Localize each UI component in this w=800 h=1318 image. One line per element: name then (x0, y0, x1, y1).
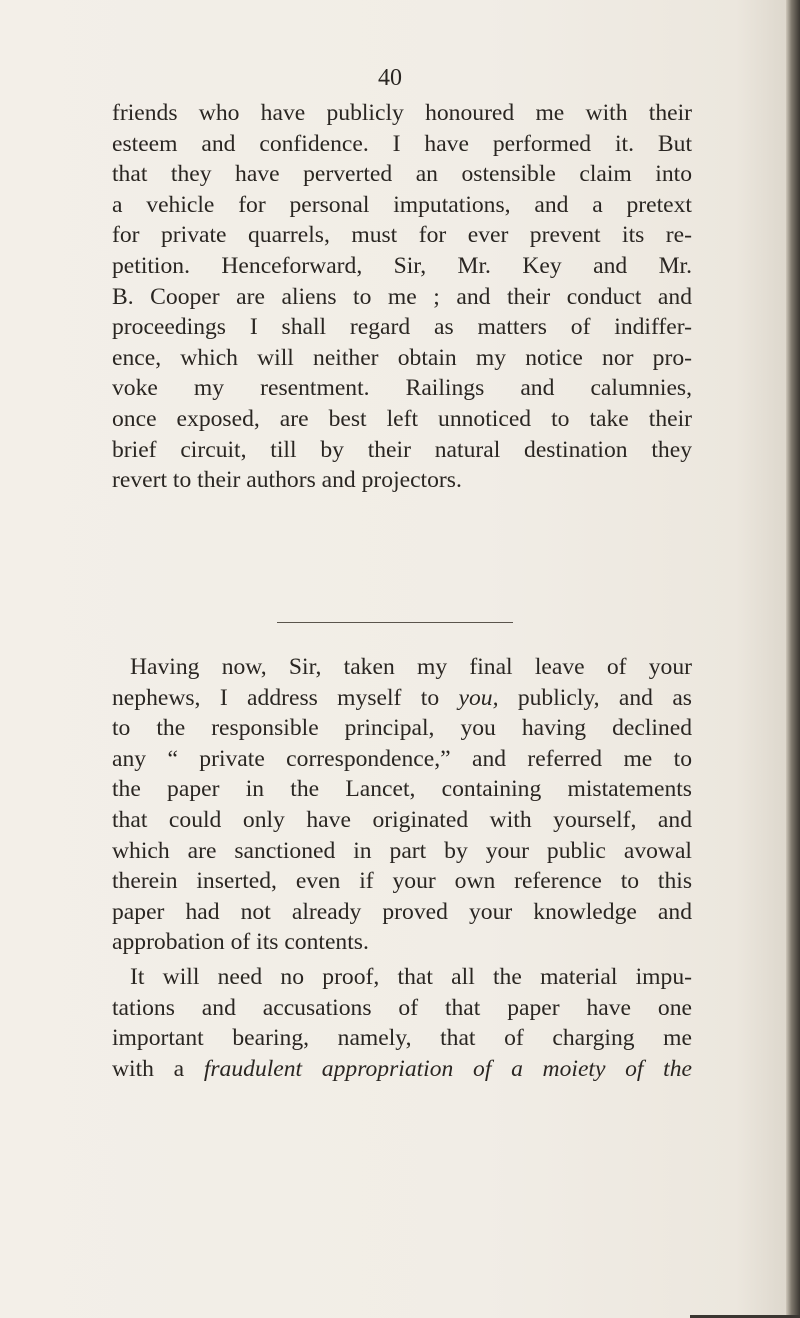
text-line: approbation of its contents. (112, 929, 369, 956)
text-run: with a (112, 1055, 204, 1082)
text-line: once exposed, are best left unnoticed to take their (112, 405, 692, 432)
text-line: friends who have publicly honoured me with their (112, 100, 692, 126)
text-line: revert to their authors and projectors. (112, 467, 462, 494)
page-number: 40 (378, 65, 402, 91)
emphasized-text: fraudulent appropriation of a moiety of the (203, 1055, 693, 1082)
text-line: important bearing, namely, that of charging me (112, 1025, 692, 1052)
text-line (112, 1054, 692, 1085)
text-line: that they have perverted an ostensible claim into (112, 161, 692, 188)
text-line: proceedings I shall regard as matters of indiffer- (112, 314, 692, 341)
emphasized-text: you, (458, 684, 499, 711)
paragraph-3 (112, 962, 692, 1084)
text-line: brief circuit, till by their natural destination they (112, 436, 692, 463)
text-line: ence, which will neither obtain my notice nor pro- (112, 344, 692, 371)
text-line: voke my resentment. Railings and calumnies, (112, 375, 692, 402)
text-line: any “ private correspondence,” and referred me to (112, 745, 692, 772)
section-divider (277, 622, 513, 623)
text-run: publicly, and as (498, 684, 692, 711)
paragraph-2 (112, 652, 692, 958)
text-line: a vehicle for personal imputations, and a pretext (112, 191, 692, 218)
text-line: It will need no proof, that all the material impu- (130, 964, 692, 990)
text-line: for private quarrels, must for ever prevent its re- (112, 222, 692, 249)
page-edge-shadow (786, 0, 800, 1318)
paragraph-1 (112, 98, 692, 496)
text-line: B. Cooper are aliens to me ; and their conduct and (112, 283, 692, 310)
text-line: petition. Henceforward, Sir, Mr. Key and Mr. (112, 252, 692, 279)
text-run: nephews, I address myself to (112, 684, 459, 711)
text-line: to the responsible principal, you having declined (112, 715, 692, 742)
text-line: that could only have originated with yourself, and (112, 806, 692, 833)
text-line: therein inserted, even if your own reference to this (112, 868, 692, 895)
text-line (112, 683, 692, 714)
text-line: Having now, Sir, taken my final leave of your (130, 654, 692, 680)
text-line: tations and accusations of that paper have one (112, 994, 692, 1021)
text-line: the paper in the Lancet, containing mistatements (112, 776, 692, 803)
text-line: paper had not already proved your knowledge and (112, 898, 692, 925)
text-line: esteem and confidence. I have performed it. But (112, 130, 692, 157)
text-line: which are sanctioned in part by your public avowal (112, 837, 692, 864)
